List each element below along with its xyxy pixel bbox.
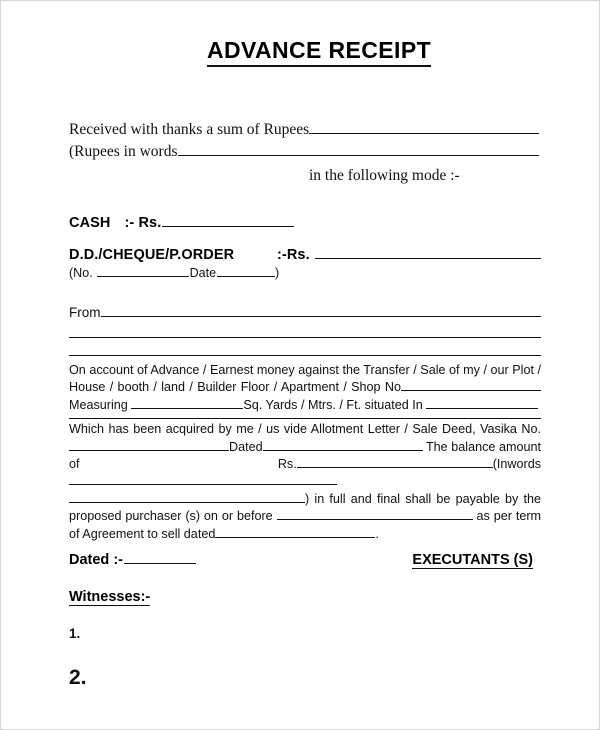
sum-of-rupees-field[interactable] [309, 120, 539, 134]
from-label: From [69, 305, 101, 320]
payable-before-date-field[interactable] [277, 509, 473, 520]
cheque-detail-close: ) [275, 266, 280, 280]
vasika-dated-field[interactable] [263, 440, 423, 451]
dated-label: Dated :- [69, 552, 123, 568]
rupees-in-words-field[interactable] [178, 142, 540, 156]
balance-amount-text: The balance amount of [69, 439, 541, 472]
situated-in-field[interactable] [426, 398, 538, 409]
dd-cheque-amount-field[interactable] [315, 248, 541, 259]
dated-field[interactable] [124, 553, 196, 564]
from-section [69, 305, 541, 356]
shop-no-field[interactable] [401, 381, 541, 392]
witnesses-heading-text: Witnesses:- [69, 589, 151, 605]
vasika-dated-label: Dated [229, 439, 263, 454]
rupees-in-words-label: (Rupees in words [69, 143, 178, 160]
dated-row [69, 552, 196, 568]
page-title [1, 37, 599, 67]
cash-amount-field[interactable] [162, 216, 294, 227]
sum-of-rupees-line [69, 119, 539, 141]
from-row [69, 305, 541, 320]
cash-row [69, 215, 541, 231]
agreement-dated-label: as per term of Agreement to sell dated [69, 509, 542, 541]
dd-cheque-label: D.D./CHEQUE/P.ORDER [69, 247, 235, 263]
measuring-field[interactable] [131, 398, 243, 409]
balance-rs-label: Rs. [277, 457, 297, 472]
from-field-line-2[interactable] [69, 320, 541, 338]
cheque-no-label: (No. [69, 266, 93, 280]
paragraph-end-period: . [375, 526, 379, 541]
sum-of-rupees-label: Received with thanks a sum of Rupees [69, 121, 310, 138]
measuring-units-text: Sq. Yards / Mtrs. / Ft. situated In [243, 397, 423, 412]
executants-label: EXECUTANTS (S) [412, 552, 533, 568]
dd-cheque-row [69, 247, 541, 263]
cheque-no-field[interactable] [97, 267, 189, 277]
witness-item-1: 1. [69, 626, 81, 641]
following-mode-label: in the following mode :- [309, 167, 460, 184]
property-details-text-1: On account of Advance / Earnest money against the Transfer / Sale of my / our Plot / House / booth / land / Builder Floor / Apartment / Shop No [69, 363, 541, 395]
receipt-body-section [69, 362, 541, 543]
witness-item-2: 2. [69, 666, 87, 689]
cash-label: CASH [69, 215, 111, 231]
acquisition-paragraph [69, 421, 541, 543]
measuring-label: Measuring [69, 397, 128, 412]
witnesses-heading [69, 589, 150, 605]
from-field-line-1[interactable] [101, 306, 542, 317]
vasika-no-field[interactable] [69, 440, 229, 451]
cash-separator: :- Rs. [124, 215, 162, 231]
property-details-paragraph [69, 362, 541, 414]
balance-inwords-field-1[interactable] [69, 475, 337, 486]
cheque-date-label: Date [189, 266, 217, 280]
payment-mode-section [69, 215, 541, 280]
rupees-in-words-line [69, 141, 539, 163]
from-field-line-3[interactable] [69, 338, 541, 356]
paragraph-divider-rule [69, 418, 541, 419]
payable-text: ) in full and final shall be payable by the proposed purchaser (s) on or before [69, 491, 541, 524]
balance-inwords-label: (Inwords [492, 457, 541, 472]
agreement-dated-field[interactable] [215, 527, 375, 538]
balance-inwords-field-2[interactable] [69, 492, 305, 503]
dd-cheque-detail-row [69, 266, 541, 280]
dd-cheque-separator: :-Rs. [277, 247, 310, 263]
balance-amount-field[interactable] [297, 457, 493, 468]
acquisition-text-1: Which has been acquired by me / us vide Allotment Letter / Sale Deed, Vasika No. [69, 422, 541, 437]
receipt-intro-section [69, 119, 539, 187]
signature-section [69, 552, 541, 569]
page-title-text: ADVANCE RECEIPT [207, 37, 431, 67]
cheque-date-field[interactable] [217, 267, 275, 277]
